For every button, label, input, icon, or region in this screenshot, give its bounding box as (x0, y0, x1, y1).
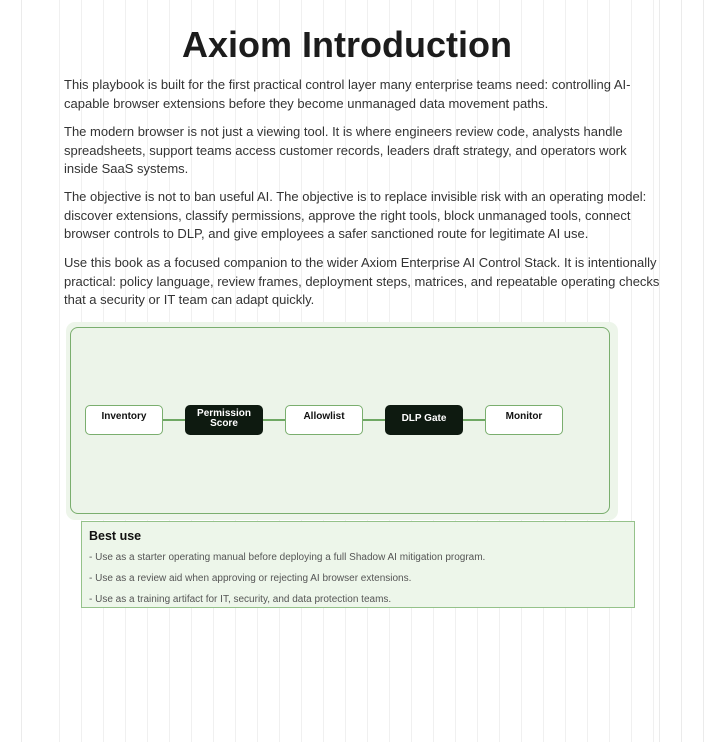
best-use-item: - Use as a review aid when approving or rejecting AI browser extensions. (89, 573, 412, 584)
flow-connector (263, 419, 287, 421)
flow-connector (463, 419, 487, 421)
flow-node-dlp-gate: DLP Gate (385, 405, 463, 435)
paragraph-intro: This playbook is built for the first practical control layer many enterprise teams need: controlling AI-capable browser extensions before they become unmanaged data movement paths. (64, 77, 631, 111)
best-use-callout (81, 521, 635, 608)
flow-node-permission-score: Permission Score (185, 405, 263, 435)
best-use-title: Best use (89, 529, 142, 543)
flow-connector (363, 419, 387, 421)
best-use-item: - Use as a starter operating manual before deploying a full Shadow AI mitigation program. (89, 552, 486, 563)
best-use-item: - Use as a training artifact for IT, security, and data protection teams. (89, 594, 392, 605)
paragraph-objective: The objective is not to ban useful AI. The objective is to replace invisible risk with an operating model: discover extensions, classify permissions, approve the right tools, block unmanaged tools, connect browser controls to DLP, and give employees a safer sanctioned route for legitimate AI use. (64, 189, 647, 241)
flow-diagram-frame (70, 327, 610, 514)
flow-diagram (66, 322, 618, 520)
flow-node-inventory: Inventory (85, 405, 163, 435)
flow-node-allowlist: Allowlist (285, 405, 363, 435)
paragraph-browser: The modern browser is not just a viewing tool. It is where engineers review code, analysts handle spreadsheets, support teams access customer records, leaders draft strategy, and operators work inside SaaS systems. (64, 124, 627, 176)
paragraph-usage: Use this book as a focused companion to the wider Axiom Enterprise AI Control Stack. It is intentionally practical: policy language, review frames, deployment steps, matrices, and repeatable operating checks that a security or IT team can adapt quickly. (64, 255, 660, 307)
flow-node-monitor: Monitor (485, 405, 563, 435)
flow-connector (163, 419, 187, 421)
document-page (38, 0, 660, 742)
page-title: Axiom Introduction (182, 24, 512, 65)
